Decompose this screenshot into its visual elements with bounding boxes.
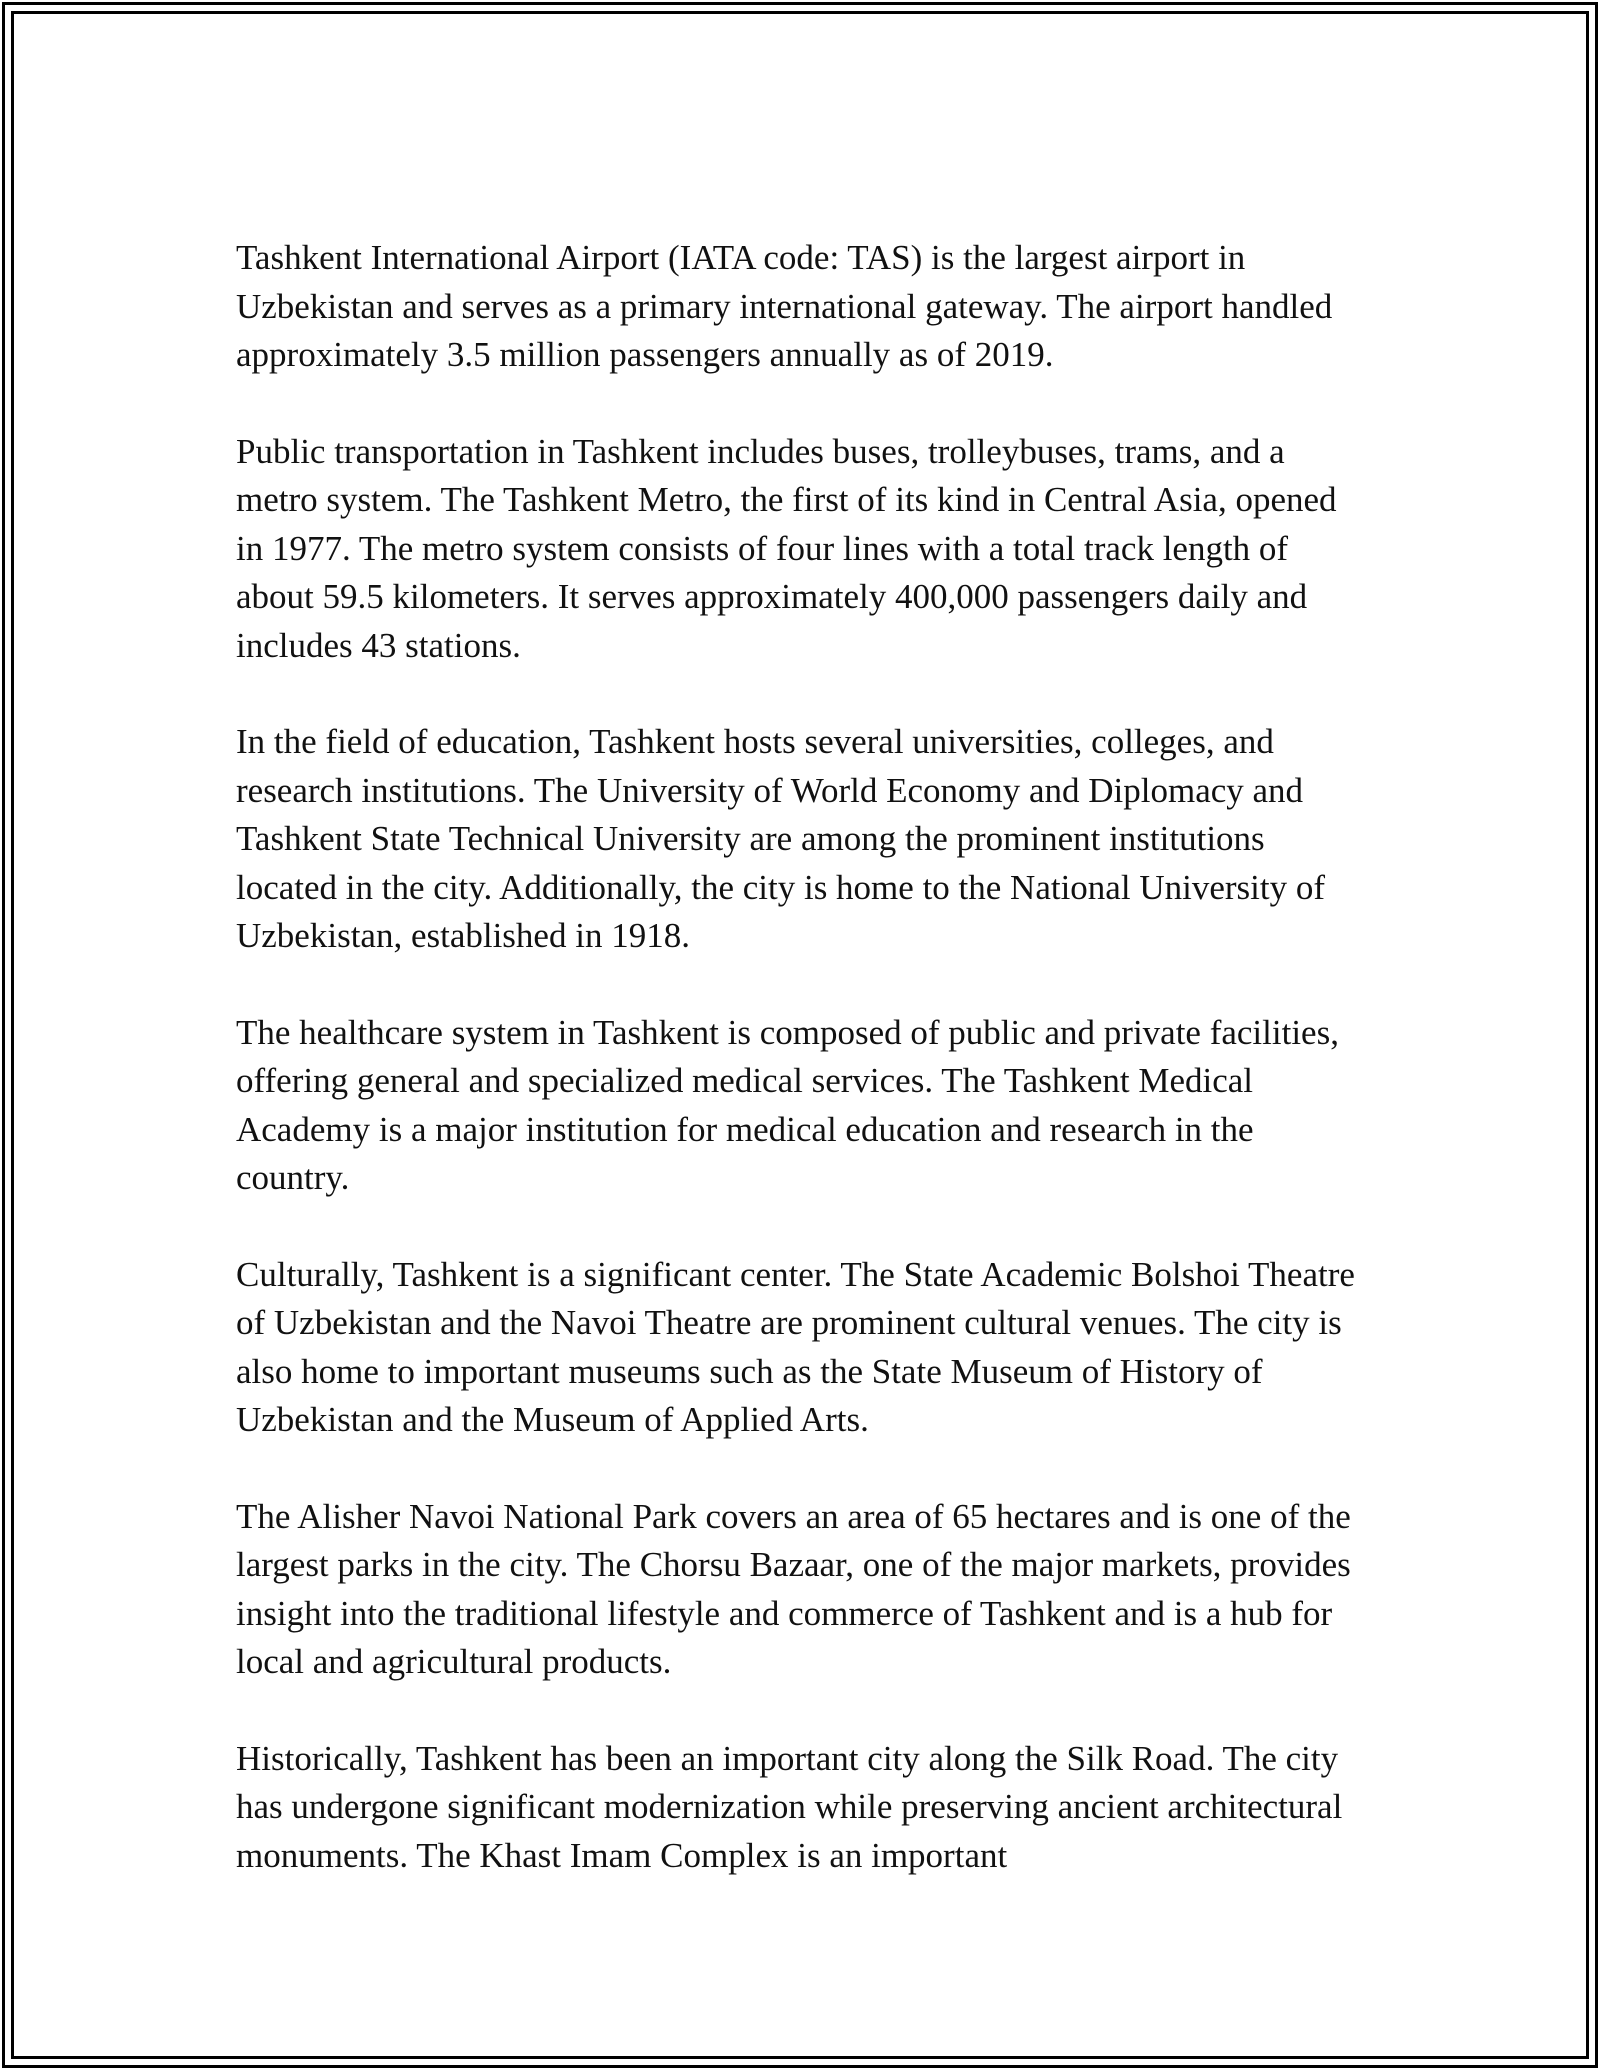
paragraph-parks-and-markets: The Alisher Navoi National Park covers an area of 65 hectares and is one of the largest parks in the city. The Chorsu Bazaar, one of the major markets, provides insight into the traditional lifestyle and commerce of Tashkent and is a hub for local and agricultural products. (236, 1496, 1351, 1681)
paragraph-public-transportation: Public transportation in Tashkent includes buses, trolleybuses, trams, and a metro system. The Tashkent Metro, the first of its kind in Central Asia, opened in 1977. The metro system consists of four lines with a total track length of about 59.5 kilometers. It serves approximately 400,000 passengers daily and includes 43 stations. (236, 431, 1337, 665)
paragraph-education: In the field of education, Tashkent hosts several universities, colleges, and research institutions. The University of World Economy and Diplomacy and Tashkent State Technical University are among the prominent institutions located in the city. Additionally, the city is home to the National University of Uzbekistan, established in 1918. (236, 722, 1325, 955)
paragraph-airport: Tashkent International Airport (IATA code: TAS) is the largest airport in Uzbekistan and serves as a primary international gateway. The airport handled approximately 3.5 million passengers annually as of 2019. (236, 238, 1333, 374)
document-body (236, 234, 1366, 1928)
paragraph-culture: Culturally, Tashkent is a significant center. The State Academic Bolshoi Theatre of Uzbekistan and the Navoi Theatre are prominent cultural venues. The city is also home to important museums such as the State Museum of History of Uzbekistan and the Museum of Applied Arts. (236, 1254, 1355, 1439)
paragraph-healthcare: The healthcare system in Tashkent is composed of public and private facilities, offering general and specialized medical services. The Tashkent Medical Academy is a major institution for medical education and research in the country. (236, 1012, 1339, 1197)
paragraph-history: Historically, Tashkent has been an important city along the Silk Road. The city has undergone significant modernization while preserving ancient architectural monuments. The Khast Imam Complex is an important (236, 1738, 1343, 1875)
